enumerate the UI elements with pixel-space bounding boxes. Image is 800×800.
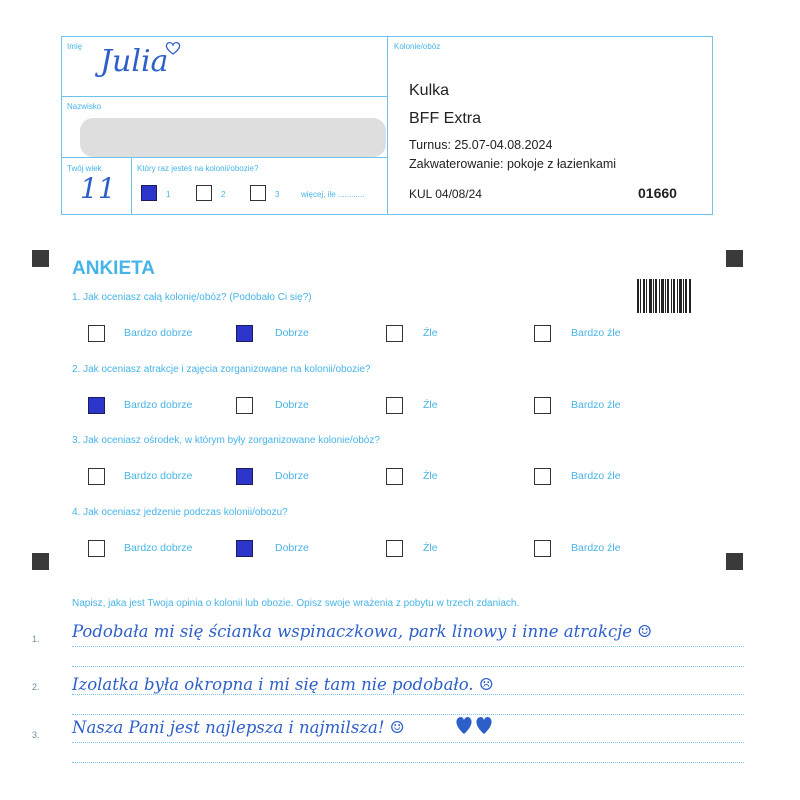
question-4-option-label: Dobrze — [275, 542, 309, 554]
question-4-option-label: Bardzo dobrze — [124, 542, 193, 554]
question-3-checkbox-2[interactable] — [236, 468, 253, 485]
redacted-surname — [80, 118, 386, 157]
question-2-option-label: Dobrze — [275, 399, 309, 411]
question-2-checkbox-2[interactable] — [236, 397, 253, 414]
dotted-line — [72, 742, 744, 743]
question-4-text: 4. Jak oceniasz jedzenie podczas kolonii/obozu? — [72, 507, 288, 518]
form-number: 01660 — [638, 185, 677, 201]
heart-doodle-icon — [454, 713, 496, 737]
opinion-sentence-3: Nasza Pani jest najlepsza i najmilsza! ☺ — [72, 718, 405, 737]
question-2-checkbox-3[interactable] — [386, 397, 403, 414]
turnus-text: Turnus: 25.07-04.08.2024 — [409, 138, 553, 152]
question-4-checkbox-4[interactable] — [534, 540, 551, 557]
times-checkbox-2[interactable] — [196, 185, 212, 201]
surname-label: Nazwisko — [67, 102, 102, 111]
colony-program: BFF Extra — [409, 110, 482, 127]
registration-mark-bottom-right — [726, 553, 743, 570]
opinion-sentence-2: Izolatka była okropna i mi się tam nie podobało. ☹ — [72, 675, 494, 694]
times-checkbox-3[interactable] — [250, 185, 266, 201]
barcode-icon — [637, 279, 691, 313]
question-1-text: 1. Jak oceniasz całą kolonię/obóz? (Podobało Ci się?) — [72, 292, 312, 303]
dotted-line — [72, 666, 744, 667]
question-1-option-label: Bardzo źle — [571, 327, 621, 339]
question-4-checkbox-2[interactable] — [236, 540, 253, 557]
question-1-option-label: Dobrze — [275, 327, 309, 339]
question-1-checkbox-1[interactable] — [88, 325, 105, 342]
opinion-sentence-1: Podobała mi się ścianka wspinaczkowa, park linowy i inne atrakcje ☺ — [72, 622, 653, 641]
times-checkbox-1[interactable] — [141, 185, 157, 201]
opinion-prompt: Napisz, jaka jest Twoja opinia o kolonii lub obozie. Opisz swoje wrażenia z pobytu w trzech zdaniach. — [72, 598, 520, 609]
times-more-label: więcej, ile ............ — [301, 190, 365, 199]
registration-mark-bottom-left — [32, 553, 49, 570]
question-3-option-label: Źle — [423, 470, 438, 482]
heart-doodle-icon — [164, 40, 182, 56]
name-value: Julia — [100, 44, 169, 79]
question-4-option-label: Źle — [423, 542, 438, 554]
question-3-checkbox-1[interactable] — [88, 468, 105, 485]
dotted-line — [72, 762, 744, 763]
question-3-checkbox-3[interactable] — [386, 468, 403, 485]
question-2-checkbox-1[interactable] — [88, 397, 105, 414]
opinion-line-number: 2. — [32, 682, 40, 692]
question-1-checkbox-3[interactable] — [386, 325, 403, 342]
question-4-checkbox-3[interactable] — [386, 540, 403, 557]
question-1-checkbox-2[interactable] — [236, 325, 253, 342]
question-2-option-label: Źle — [423, 399, 438, 411]
question-3-checkbox-4[interactable] — [534, 468, 551, 485]
registration-mark-top-right — [726, 250, 743, 267]
times-option-1: 1 — [166, 190, 171, 199]
opinion-line-number: 1. — [32, 634, 40, 644]
question-1-option-label: Źle — [423, 327, 438, 339]
registration-mark-top-left — [32, 250, 49, 267]
opinion-line-number: 3. — [32, 730, 40, 740]
question-4-checkbox-1[interactable] — [88, 540, 105, 557]
colony-name: Kulka — [409, 82, 450, 99]
question-4-option-label: Bardzo źle — [571, 542, 621, 554]
accommodation-text: Zakwaterowanie: pokoje z łazienkami — [409, 157, 617, 171]
name-label: Imię — [67, 42, 83, 51]
dotted-line — [72, 714, 744, 715]
question-3-option-label: Dobrze — [275, 470, 309, 482]
question-1-checkbox-4[interactable] — [534, 325, 551, 342]
question-1-option-label: Bardzo dobrze — [124, 327, 193, 339]
question-3-text: 3. Jak oceniasz ośrodek, w którym były zorganizowane kolonie/obóz? — [72, 435, 380, 446]
times-option-2: 2 — [221, 190, 226, 199]
question-2-option-label: Bardzo źle — [571, 399, 621, 411]
age-label: Twój wiek — [67, 164, 102, 173]
question-2-text: 2. Jak oceniasz atrakcje i zajęcia zorganizowane na kolonii/obozie? — [72, 364, 371, 375]
colony-code: KUL 04/08/24 — [409, 187, 482, 201]
survey-title: ANKIETA — [72, 258, 156, 279]
question-3-option-label: Bardzo źle — [571, 470, 621, 482]
times-option-3: 3 — [275, 190, 280, 199]
question-3-option-label: Bardzo dobrze — [124, 470, 193, 482]
dotted-line — [72, 646, 744, 647]
times-label: Który raz jesteś na kolonii/obozie? — [137, 164, 259, 173]
colony-label: Kolonie/obóz — [394, 42, 441, 51]
question-2-option-label: Bardzo dobrze — [124, 399, 193, 411]
question-2-checkbox-4[interactable] — [534, 397, 551, 414]
dotted-line — [72, 694, 744, 695]
age-value: 11 — [80, 172, 116, 205]
